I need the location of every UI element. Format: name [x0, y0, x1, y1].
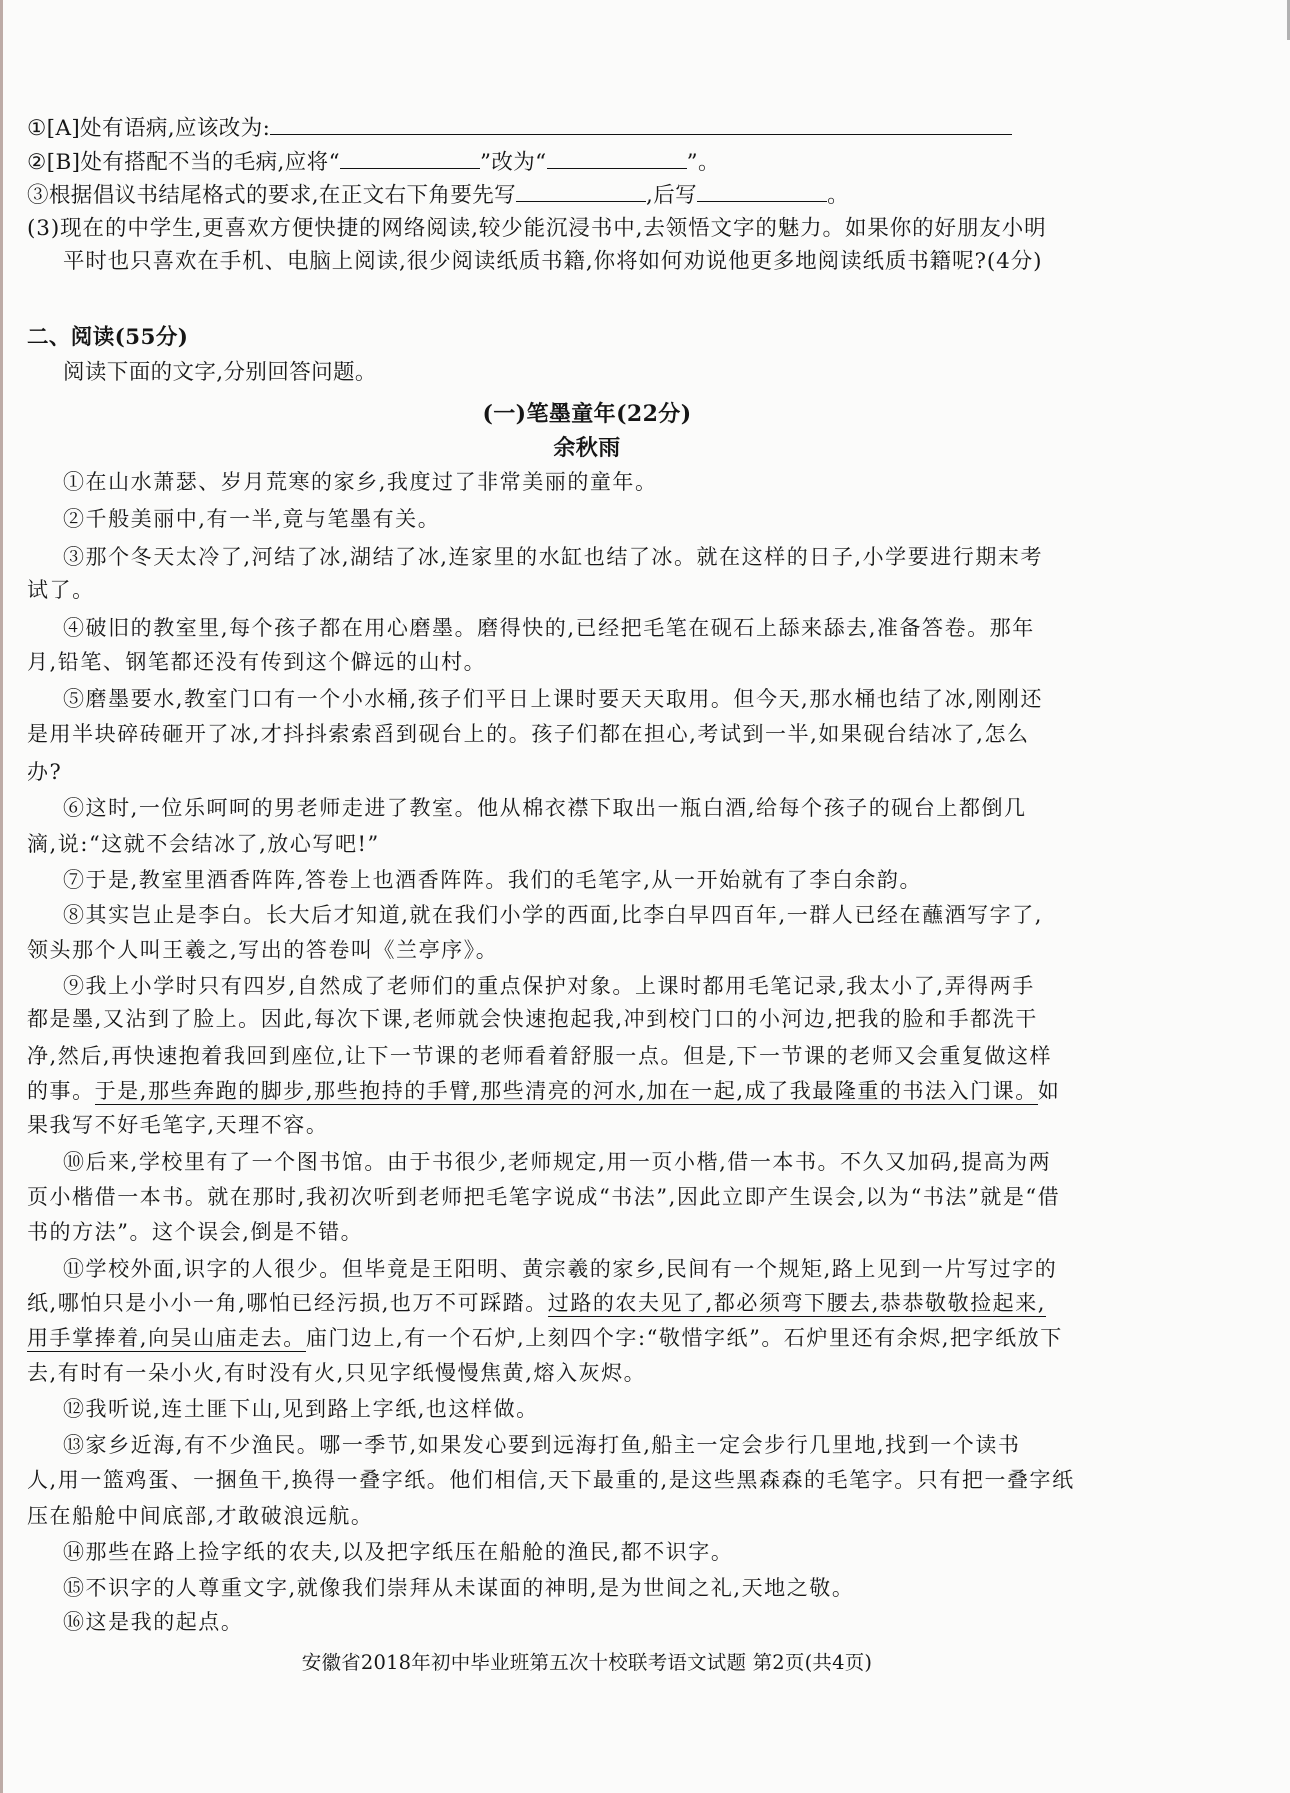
article-line: 人,用一篮鸡蛋、一捆鱼干,换得一叠字纸。他们相信,天下最重的,是这些黑森森的毛笔字。只有把一叠字纸 [27, 1468, 1075, 1492]
question-1 [27, 114, 1012, 143]
answer-blank-2a[interactable] [340, 148, 480, 169]
article-text: 庙门边上,有一个石炉,上刻四个字:“敬惜字纸”。石炉里还有余烬,把字纸放下 [305, 1326, 1063, 1350]
article-line: 果我写不好毛笔字,天理不容。 [27, 1113, 329, 1137]
article-line: 书的方法”。这个误会,倒是不错。 [27, 1220, 364, 1244]
article-line: ⑦于是,教室里酒香阵阵,答卷上也酒香阵阵。我们的毛笔字,从一开始就有了李白余韵。 [63, 868, 923, 892]
question-4-line-2: 平时也只喜欢在手机、电脑上阅读,很少阅读纸质书籍,你将如何劝说他更多地阅读纸质书籍呢?(4分) [63, 249, 1043, 274]
article-line: ⑧其实岂止是李白。长大后才知道,就在我们小学的西面,比李白早四百年,一群人已经在蘸酒写字了, [63, 903, 1043, 927]
question-2 [27, 148, 720, 177]
underlined-text: 过路的农夫见了,都必须弯下腰去,恭恭敬敬捡起来, [547, 1291, 1047, 1315]
underlined-text: 用手掌捧着,向吴山庙走去。 [27, 1326, 306, 1350]
question-1-label: ①[A]处有语病,应该改为: [27, 116, 271, 141]
article-line: 滴,说:“这就不会结冰了,放心写吧!” [27, 832, 380, 856]
article-line: ⑩后来,学校里有了一个图书馆。由于书很少,老师规定,用一页小楷,借一本书。不久又加码,提高为两 [63, 1150, 1052, 1174]
article-line: 月,铅笔、钢笔都还没有传到这个僻远的山村。 [27, 650, 487, 674]
article-line: 办? [27, 760, 63, 784]
article-line: ②千般美丽中,有一半,竟与笔墨有关。 [63, 507, 441, 531]
article-line: 页小楷借一本书。就在那时,我初次听到老师把毛笔字说成“书法”,因此立即产生误会,以为“书法”就是“借 [27, 1185, 1061, 1209]
article-title: (一)笔墨童年(22分) [482, 401, 692, 427]
section-heading: 二、阅读(55分) [27, 325, 189, 350]
article-line: 是用半块碎砖砸开了冰,才抖抖索索舀到砚台上的。孩子们都在担心,考试到一半,如果砚台结冰了,怎么 [27, 722, 1030, 746]
article-line: ⑨我上小学时只有四岁,自然成了老师们的重点保护对象。上课时都用毛笔记录,我太小了,弄得两手 [63, 974, 1035, 998]
article-author: 余秋雨 [553, 435, 621, 461]
article-line: ④破旧的教室里,每个孩子都在用心磨墨。磨得快的,已经把毛笔在砚石上舔来舔去,准备答卷。那年 [63, 616, 1035, 640]
article-line: 领头那个人叫王羲之,写出的答卷叫《兰亭序》。 [27, 938, 499, 962]
article-line [27, 1077, 1060, 1105]
scan-edge [0, 0, 3, 1793]
article-line: ⑯这是我的起点。 [63, 1610, 244, 1634]
answer-blank-3b[interactable] [697, 181, 827, 202]
article-line: ⑬家乡近海,有不少渔民。哪一季节,如果发心要到远海打鱼,船主一定会步行几里地,找到一个读书 [63, 1433, 1021, 1457]
article-line: 去,有时有一朵小火,有时没有火,只见字纸慢慢焦黄,熔入灰烬。 [27, 1361, 647, 1385]
question-2-middle: ”改为“ [479, 150, 547, 175]
article-line: 试了。 [27, 578, 95, 602]
question-2-suffix: ”。 [686, 150, 720, 175]
article-line [27, 1324, 1063, 1352]
question-2-prefix: ②[B]处有搭配不当的毛病,应将“ [27, 150, 340, 175]
page-footer: 安徽省2018年初中毕业班第五次十校联考语文试题 第2页(共4页) [301, 1651, 873, 1674]
answer-blank-2b[interactable] [547, 148, 687, 169]
question-3-suffix: 。 [827, 183, 849, 208]
question-3-prefix: ③根据倡议书结尾格式的要求,在正文右下角要先写 [27, 183, 517, 208]
article-line: ③那个冬天太冷了,河结了冰,湖结了冰,连家里的水缸也结了冰。就在这样的日子,小学要进行期末考 [63, 545, 1043, 569]
article-line: 都是墨,又沾到了脸上。因此,每次下课,老师就会快速抱起我,冲到校门口的小河边,把我的脸和手都洗干 [27, 1007, 1038, 1031]
article-line: ⑭那些在路上捡字纸的农夫,以及把字纸压在船舱的渔民,都不识字。 [63, 1540, 734, 1564]
article-text: 如 [1037, 1079, 1061, 1103]
article-line: ⑤磨墨要水,教室门口有一个小水桶,孩子们平日上课时要天天取用。但今天,那水桶也结了冰,刚刚还 [63, 687, 1043, 711]
article-line: 压在船舱中间底部,才敢破浪远航。 [27, 1504, 374, 1528]
article-line [27, 1289, 1046, 1317]
article-line: ⑥这时,一位乐呵呵的男老师走进了教室。他从棉衣襟下取出一瓶白酒,给每个孩子的砚台上都倒几 [63, 796, 1027, 820]
question-3 [27, 181, 849, 210]
article-line: ⑫我听说,连土匪下山,见到路上字纸,也这样做。 [63, 1397, 539, 1421]
article-line: ⑮不识字的人尊重文字,就像我们崇拜从未谋面的神明,是为世间之礼,天地之敬。 [63, 1576, 855, 1600]
answer-blank-3a[interactable] [516, 181, 646, 202]
section-instruction: 阅读下面的文字,分别回答问题。 [63, 360, 377, 385]
article-text: 的事。 [27, 1079, 95, 1103]
article-line: ⑪学校外面,识字的人很少。但毕竟是王阳明、黄宗羲的家乡,民间有一个规矩,路上见到一片写过字的 [63, 1257, 1058, 1281]
article-line: ①在山水萧瑟、岁月荒寒的家乡,我度过了非常美丽的童年。 [63, 470, 658, 494]
article-text: 纸,哪怕只是小小一角,哪怕已经污损,也万不可踩踏。 [27, 1291, 548, 1315]
article-line: 净,然后,再快速抱着我回到座位,让下一节课的老师看着舒服一点。但是,下一节课的老师又会重复做这样 [27, 1044, 1053, 1068]
underlined-text: 于是,那些奔跑的脚步,那些抱持的手臂,那些清亮的河水,加在一起,成了我最隆重的书法入门课。 [94, 1079, 1038, 1103]
answer-blank-1[interactable] [270, 114, 1012, 135]
question-3-middle: ,后写 [646, 183, 698, 208]
question-4-line-1: (3)现在的中学生,更喜欢方便快捷的网络阅读,较少能沉浸书中,去领悟文字的魅力。如果你的好朋友小明 [27, 216, 1047, 241]
